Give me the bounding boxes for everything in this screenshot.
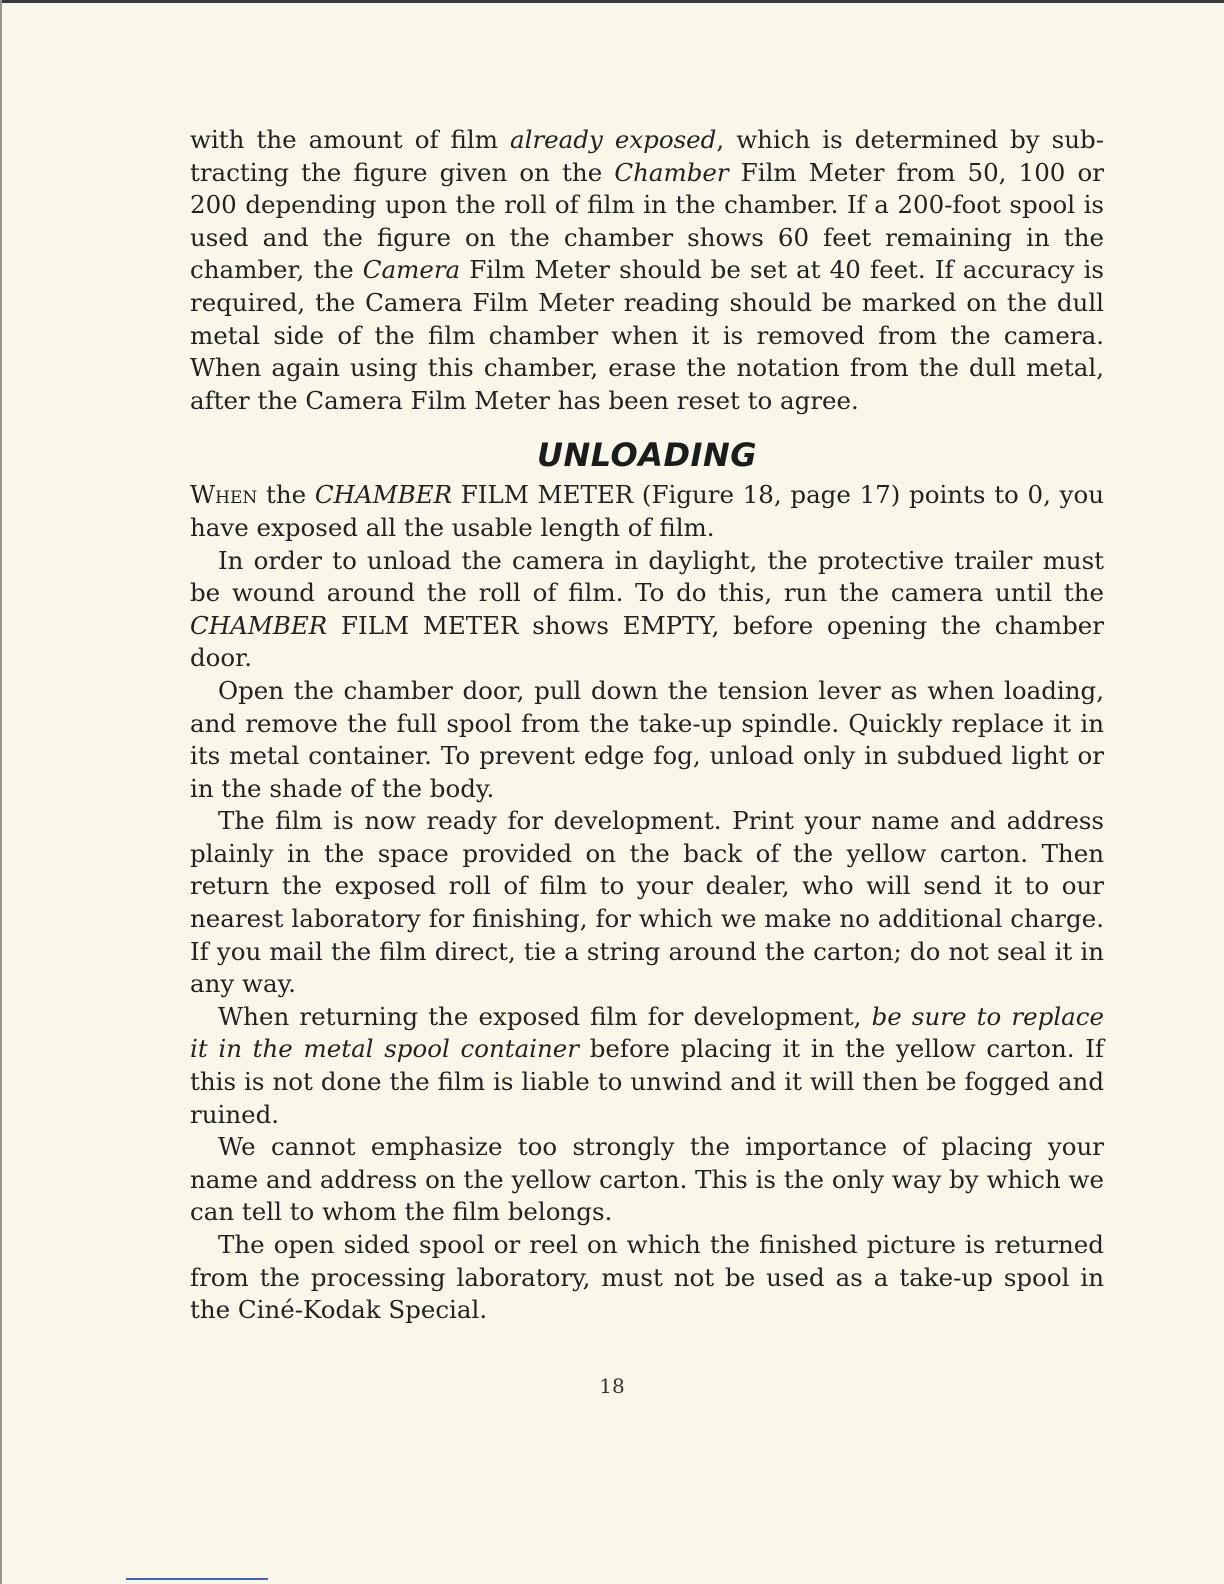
paragraph-chamber-meter-zero [190,479,1104,544]
body-text [190,124,1104,1327]
text-run: In order to unload the camera in daylight, the protective trailer must be wound around the roll of film. To do this, run the camera until the [190,545,1104,608]
text-run: FILM METER (Figure 18, page 17) points to 0, you have exposed all the usable length of film. [190,480,1104,542]
text-run: Film Meter should be set at 40 feet. If accuracy is required, the Camera Film Meter reading should be marked on the dull metal side of the film chamber when it is removed from the camera. When again using this chamber, erase the notation from the dull metal, after the Camera Film Meter has been reset to agree. [190,255,1104,415]
text-run: FILM METER shows EMPTY, before opening the chamber door. [190,610,1104,673]
paragraph-open-sided-spool: The open sided spool or reel on which the finished picture is returned from the processing laboratory, must not be used as a take-up spool in the Ciné-Kodak Special. [190,1230,1104,1325]
text-run: before placing it in the yellow carton. If this is not done the film is liable to unwind and it will then be fogged and ruined. [190,1034,1104,1129]
bottom-edge-mark [126,1578,268,1580]
emphasis-chamber: CHAMBER [314,480,453,510]
emphasis-replace-container: be sure to replace it in the metal spool container [190,1001,1104,1064]
paragraph-ready-for-development: The film is now ready for development. Print your name and address plainly in the space provided on the back of the yellow carton. Then return the exposed roll of film to your dealer, who will send it to our nearest laboratory for finishing, for which we make no additional charge. If you mail the film direct, tie a string around the carton; do not seal it in any way. [190,806,1104,999]
paragraph-name-and-address: We cannot emphasize too strongly the importance of placing your name and address on the yellow carton. This is the only way by which we can tell to whom the film belongs. [190,1132,1104,1227]
emphasis-chamber: CHAMBER [190,610,328,640]
text-run: with the amount of film [190,125,511,154]
paragraph-unload-daylight [190,545,1104,675]
emphasis-already-exposed: already exposed [510,125,717,154]
emphasis-chamber: Chamber [614,157,729,187]
emphasis-camera: Camera [362,255,461,285]
text-run: the [257,480,315,510]
paragraph-open-chamber-door: Open the chamber door, pull down the tension lever as when loading, and remove the full spool from the take-up spindle. Quickly replace it in its metal container. To prevent edge fog, unload only in subdued light or in the shade of the body. [190,675,1104,803]
top-edge-rule [0,0,1224,3]
page-number: 18 [599,1374,625,1398]
left-edge-rule [0,0,2,1584]
small-caps-lead: When [190,480,258,510]
text-run: , which is determined by subtracting the figure given on the [190,125,1104,187]
text-run: Film Meter from 50, 100 or 200 depending upon the roll of film in the chamber. If a 200-foot spool is used and the figure on the chamber shows 60 feet remaining in the chamber, the [190,157,1104,285]
paragraph-returning-film [190,1001,1104,1131]
section-heading-unloading: UNLOADING [537,436,757,475]
text-run: When returning the exposed film for development, [218,1001,872,1031]
paragraph-film-meter-setting [190,124,1104,417]
